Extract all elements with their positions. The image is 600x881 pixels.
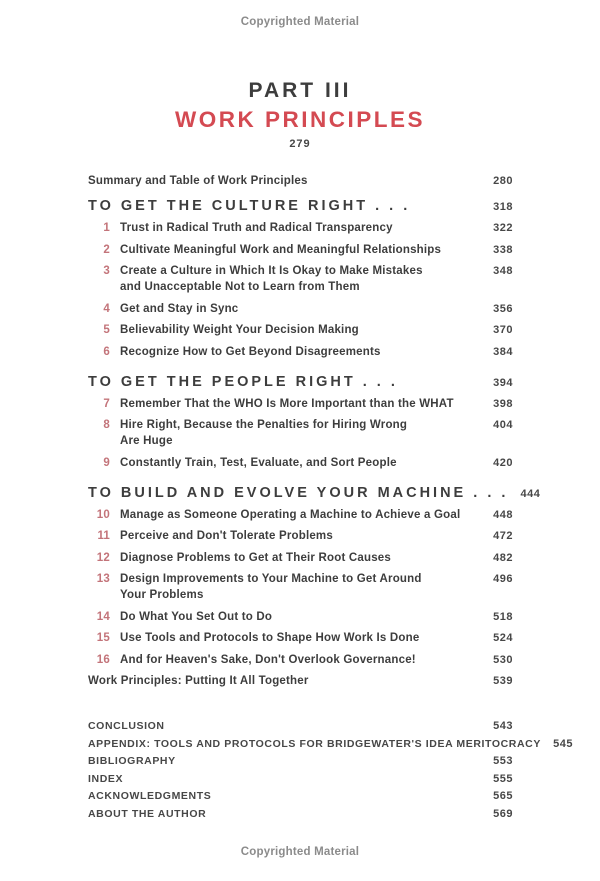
toc-entry-title-line1: Hire Right, Because the Penalties for Hiring Wrong: [120, 419, 408, 431]
toc-entry-title: Summary and Table of Work Principles: [88, 175, 308, 187]
toc-entry-summary: [88, 173, 513, 189]
toc-entry-number: 1: [103, 222, 110, 234]
section-heading-page: 444: [520, 487, 541, 500]
backmatter-page: 543: [493, 720, 513, 732]
toc-entry-title: Remember That the WHO Is More Important than the WHAT: [120, 397, 454, 410]
toc-entry-page: 322: [493, 222, 513, 234]
backmatter-entry: [88, 754, 513, 768]
backmatter-entry: [88, 737, 573, 751]
part-number: PART III: [248, 79, 352, 102]
toc-entry-title: [120, 417, 407, 449]
toc-entry-title: [120, 263, 423, 295]
toc-entry-title-line1: Design Improvements to Your Machine to Get Around: [120, 573, 422, 585]
toc-entry-title: And for Heaven's Sake, Don't Overlook Governance!: [120, 653, 416, 666]
toc-entry-title-line1: Create a Culture in Which It Is Okay to Make Mistakes: [120, 265, 423, 277]
section-heading-text: TO GET THE CULTURE RIGHT . . .: [88, 198, 411, 214]
backmatter-title: INDEX: [88, 772, 124, 785]
section-heading-text: TO BUILD AND EVOLVE YOUR MACHINE . . .: [88, 484, 509, 501]
section-heading-text: TO GET THE PEOPLE RIGHT . . .: [88, 373, 398, 390]
toc-entry: [88, 609, 513, 625]
toc-entry-page: 448: [493, 508, 513, 521]
toc-entry-title-line2: Are Huge: [120, 435, 173, 447]
toc-entry: [88, 455, 513, 471]
copyright-notice-bottom: Copyrighted Material: [240, 846, 360, 858]
backmatter-title: CONCLUSION: [88, 720, 165, 732]
toc-entry: [88, 242, 513, 258]
toc-entry-title: Recognize How to Get Beyond Disagreements: [120, 345, 381, 358]
toc-entry-number: 11: [97, 530, 110, 542]
toc-entry: [88, 417, 513, 449]
toc-entry-page: 338: [493, 243, 513, 256]
backmatter-page: 569: [493, 807, 513, 820]
backmatter-entry: [88, 772, 513, 786]
copyright-notice-top: Copyrighted Material: [240, 16, 360, 28]
toc-entry-number: 6: [103, 345, 110, 358]
toc-entry: [88, 630, 513, 646]
backmatter-entry: [88, 807, 513, 821]
toc-entry-title: Trust in Radical Truth and Radical Transparency: [120, 222, 393, 234]
toc-entry-title: Get and Stay in Sync: [120, 302, 239, 315]
toc-entry-page: 384: [493, 345, 513, 358]
toc-entry-page: 370: [493, 324, 513, 336]
toc-entry-page: 356: [493, 302, 513, 315]
toc-entry-title: Use Tools and Protocols to Shape How Work Is Done: [120, 632, 420, 644]
toc-entry-number: 12: [96, 551, 110, 564]
toc-entry-page: 404: [493, 419, 513, 431]
toc-entry-title-line2: and Unacceptable Not to Learn from Them: [120, 281, 360, 293]
toc-entry-title: Work Principles: Putting It All Together: [88, 675, 309, 687]
part-header: [0, 80, 600, 150]
backmatter-page: 553: [493, 755, 513, 768]
toc-entry-page: 530: [493, 653, 513, 666]
backmatter-list: [88, 719, 573, 825]
toc-entry-title: Do What You Set Out to Do: [120, 610, 273, 623]
toc-entry-page: 482: [493, 551, 513, 564]
toc-entry-number: 8: [103, 419, 110, 431]
backmatter-title: APPENDIX: TOOLS AND PROTOCOLS FOR BRIDGEWATER'S IDEA MERITOCRACY: [88, 737, 541, 750]
toc-entry-number: 5: [103, 324, 110, 336]
toc-entry-page: 539: [493, 675, 513, 687]
table-of-contents: [88, 173, 541, 689]
toc-entry-number: 10: [96, 508, 110, 521]
backmatter-entry: [88, 719, 513, 733]
toc-entry-page: 398: [493, 397, 513, 410]
toc-entry: [88, 396, 513, 412]
toc-entry: [88, 301, 513, 317]
toc-entry: [88, 220, 513, 236]
toc-entry-number: 14: [96, 610, 110, 623]
toc-section-machine: [88, 483, 541, 668]
toc-entry: [88, 652, 513, 668]
toc-section-culture: [88, 196, 513, 360]
toc-section-heading: [88, 483, 541, 504]
toc-entry: [88, 550, 513, 566]
toc-entry-number: 7: [103, 397, 110, 410]
toc-entry-closing: [88, 673, 513, 689]
toc-entry-page: 420: [493, 456, 513, 469]
toc-entry: [88, 528, 513, 544]
backmatter-page: 555: [493, 772, 513, 785]
toc-entry-page: 280: [493, 175, 513, 187]
toc-entry-page: 524: [493, 632, 513, 644]
backmatter-page: 565: [493, 790, 513, 803]
toc-entry-number: 16: [96, 653, 110, 666]
toc-entry-number: 9: [103, 456, 110, 469]
toc-entry: [88, 507, 513, 523]
backmatter-page: 545: [553, 737, 573, 750]
toc-entry: [88, 263, 513, 295]
toc-entry-title: Cultivate Meaningful Work and Meaningful Relationships: [120, 243, 442, 256]
toc-entry-number: 2: [103, 243, 110, 256]
toc-entry-title: Diagnose Problems to Get at Their Root Causes: [120, 551, 391, 564]
backmatter-entry: [88, 789, 513, 803]
part-title: WORK PRINCIPLES: [174, 107, 425, 132]
section-heading-page: 318: [493, 201, 513, 213]
toc-entry: [88, 322, 513, 338]
toc-entry-page: 518: [493, 610, 513, 623]
toc-entry: [88, 344, 513, 360]
section-heading-page: 394: [493, 376, 513, 389]
toc-entry-number: 15: [96, 632, 110, 644]
toc-entry-title-line2: Your Problems: [120, 589, 204, 601]
toc-entry-title: Perceive and Don't Tolerate Problems: [120, 530, 333, 542]
toc-section-heading: [88, 372, 513, 393]
backmatter-title: ABOUT THE AUTHOR: [88, 807, 207, 820]
toc-entry-title: Constantly Train, Test, Evaluate, and Sort People: [120, 456, 397, 469]
toc-entry: [88, 571, 513, 603]
toc-entry-title: Manage as Someone Operating a Machine to Achieve a Goal: [120, 508, 461, 521]
part-start-page: 279: [289, 138, 311, 150]
backmatter-title: ACKNOWLEDGMENTS: [88, 790, 212, 803]
toc-entry-number: 3: [103, 265, 110, 277]
toc-section-people: [88, 372, 513, 471]
toc-section-heading: [88, 196, 513, 217]
toc-entry-page: 348: [493, 265, 513, 277]
toc-entry-page: 496: [493, 573, 513, 585]
toc-entry-number: 13: [96, 573, 110, 585]
toc-entry-page: 472: [493, 530, 513, 542]
backmatter-title: BIBLIOGRAPHY: [88, 755, 176, 768]
toc-entry-title: [120, 571, 422, 603]
toc-entry-title: Believability Weight Your Decision Making: [120, 324, 359, 336]
toc-entry-number: 4: [103, 302, 110, 315]
